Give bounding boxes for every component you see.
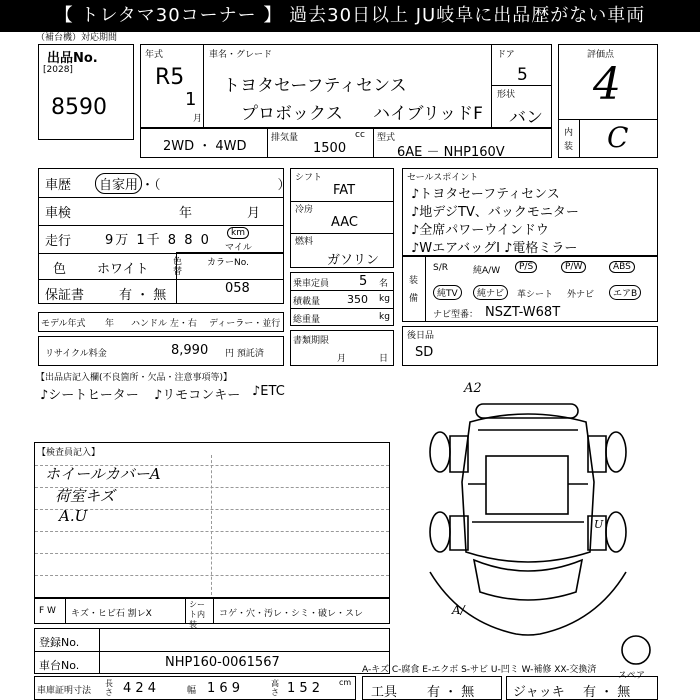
middle-specs xyxy=(290,168,394,268)
reg-period-day: 日 xyxy=(379,354,389,364)
side-damage-mark: U xyxy=(594,518,604,531)
type-value: 6AE － NHP160V xyxy=(397,145,505,160)
shape-value: バン xyxy=(509,108,543,128)
body-outline xyxy=(462,414,594,562)
rear-window-box xyxy=(402,326,658,366)
handle-value: ハンドル 左・右 xyxy=(131,319,197,329)
car-damage-diagram xyxy=(400,372,700,681)
fuel-value: ガソリン xyxy=(327,253,380,268)
reg-period-box xyxy=(290,330,394,366)
interior-grade: C xyxy=(607,121,629,154)
history-rest: ・（ ） xyxy=(141,178,291,193)
auction-sheet xyxy=(0,32,700,700)
weight-label: 総重量 xyxy=(293,315,321,325)
shift-value: FAT xyxy=(333,183,356,198)
reg-period-label: 書類期限 xyxy=(293,336,330,346)
history-value: 自家用 xyxy=(95,173,142,194)
tools-value: 有 ・ 無 xyxy=(427,685,475,700)
fw-label: F W xyxy=(39,606,56,616)
cert-width: 1 6 9 xyxy=(207,681,241,696)
reg-period-month: 月 xyxy=(337,354,347,364)
equip-ext-navi: 外ナビ xyxy=(567,290,595,300)
capacity-box xyxy=(290,272,394,326)
equip-sr: S/R xyxy=(433,263,448,273)
registration-box xyxy=(34,628,390,674)
equip-tv: 純TV xyxy=(433,285,462,300)
fuel-label: 燃料 xyxy=(295,237,314,247)
sales-label: セールスポイント xyxy=(407,173,479,183)
inspection-year: 年 xyxy=(179,206,193,221)
year-label: 年式 xyxy=(145,50,164,60)
grade-label: 評価点 xyxy=(587,50,615,60)
lot-number: 8590 xyxy=(51,95,107,120)
displacement-value: 1500 xyxy=(313,141,347,156)
interior-label-2: 装 xyxy=(564,142,574,152)
dealer-value: ディーラー・並行 xyxy=(209,319,281,329)
vehicle-name: トヨタセーフティセンス xyxy=(223,76,407,96)
displacement-unit: cc xyxy=(355,130,365,140)
warranty-value: 有 ・ 無 xyxy=(119,288,167,303)
rear-damage-mark: A/ xyxy=(452,603,465,617)
seat-label: シート内装 xyxy=(189,600,205,629)
inspector-note: ホイールカバーA xyxy=(45,465,161,483)
vehicle-grade: ハイブリッドF xyxy=(373,104,483,124)
equip-ps: P/S xyxy=(515,261,537,273)
grade-score: 4 xyxy=(593,59,621,110)
wheel-front-left xyxy=(430,432,450,472)
cert-label: 車庫証明寸法 xyxy=(37,686,92,696)
lot-label: 出品No. xyxy=(47,51,98,66)
banner: 【 トレタマ30コーナー 】 過去30日以上 JU岐阜に出品歴がない車両 xyxy=(0,0,700,32)
model-year-label: モデル年式 xyxy=(41,319,86,329)
mileage-unit: km xyxy=(227,227,249,239)
inspector-box xyxy=(34,442,390,598)
chassis-label: 車台No. xyxy=(39,659,80,672)
ac-value: AAC xyxy=(331,215,358,230)
jack-box xyxy=(506,676,658,700)
cert-box xyxy=(34,676,356,700)
capacity-value: 5 xyxy=(359,274,368,289)
mileage-label: 走行 xyxy=(45,234,72,249)
color-no-label: カラーNo. xyxy=(207,258,249,268)
mileage-unit-mile: マイル xyxy=(225,243,252,253)
equipment-label-1: 装 xyxy=(409,276,419,286)
rear-window-label: 後日品 xyxy=(407,331,435,341)
month-unit: 月 xyxy=(193,114,203,124)
lot-box xyxy=(38,44,134,140)
spare-label: スペア xyxy=(618,671,646,681)
front-damage-mark: A2 xyxy=(464,381,482,396)
color-change: 色替 xyxy=(173,257,183,277)
equipment-label-2: 備 xyxy=(409,294,419,304)
damage-legend: A-キズ C-腐食 E-エクボ S-サビ U-凹ミ W-補修 XX-交換済 xyxy=(362,665,597,675)
navi-value: NSZT-W68T xyxy=(485,305,561,320)
seat-items: コゲ・穴・汚レ・シミ・破レ・スレ xyxy=(219,609,364,619)
equip-pw: P/W xyxy=(561,261,586,273)
model-year-unit: 年 xyxy=(105,319,115,329)
vehicle-model: プロボックス xyxy=(241,104,343,124)
capacity-label: 乗車定員 xyxy=(293,279,330,289)
cert-height-label: 高さ xyxy=(271,679,279,697)
load-value: 350 xyxy=(347,293,368,306)
equipment-box xyxy=(402,256,658,322)
mileage-value: 9万 1千 8 8 0 xyxy=(105,233,211,248)
cert-height: 1 5 2 xyxy=(287,681,321,696)
color-label: 色 xyxy=(53,262,67,277)
spec-box xyxy=(140,128,552,158)
wheel-rear-left xyxy=(430,512,450,552)
wheel-front-right xyxy=(606,432,626,472)
sales-point: ♪全席パワーウインドウ xyxy=(411,223,549,238)
recycle-value: 8,990 xyxy=(171,343,209,358)
load-unit: kg xyxy=(379,294,390,304)
spare-tire-circle xyxy=(622,636,650,664)
interior-label-1: 内 xyxy=(564,128,574,138)
navi-label: ナビ型番： xyxy=(433,310,479,320)
doors-value: 5 xyxy=(517,65,528,85)
drive-value: 2WD ・ 4WD xyxy=(163,139,247,154)
color-no-box xyxy=(176,252,284,304)
inspector-label: 【検査員記入】 xyxy=(37,448,101,458)
recycle-label: リサイクル料金 xyxy=(45,349,107,359)
grade-box xyxy=(558,44,658,158)
dealer-note-item: ♪ETC xyxy=(252,384,285,399)
color-no-value: 058 xyxy=(225,281,250,296)
equip-alloy: 純A/W xyxy=(473,266,501,276)
roof-shape xyxy=(486,456,568,514)
capacity-unit: 名 xyxy=(379,279,389,289)
rear-window-value: SD xyxy=(415,345,434,360)
load-label: 積載量 xyxy=(293,297,321,307)
equip-leather: 革シート xyxy=(517,290,554,300)
ac-label: 冷房 xyxy=(295,205,314,215)
dealer-note-item: ♪シートヒーター xyxy=(40,388,139,403)
front-bumper-shape xyxy=(476,404,578,418)
lot-year-tag: [2028] xyxy=(43,65,73,75)
weight-unit: kg xyxy=(379,312,390,322)
year-value: R5 xyxy=(155,65,185,90)
fw-row xyxy=(34,598,390,629)
tools-label: 工具 xyxy=(371,685,398,700)
top-note: （補台機）対応期間 xyxy=(36,33,118,43)
sales-point: ♪トヨタセーフティセンス xyxy=(411,187,560,202)
doors-label: ドア xyxy=(497,50,515,60)
cert-unit: cm xyxy=(339,678,352,687)
sales-box xyxy=(402,168,658,256)
name-label: 車名・グレード xyxy=(209,50,273,60)
sales-point: ♪地デジTV、バックモニター xyxy=(411,205,579,220)
type-label: 型式 xyxy=(377,133,396,143)
inspection-label: 車検 xyxy=(45,206,72,221)
inspector-note: 荷室キズ xyxy=(55,487,115,505)
sales-point: ♪WエアバッグⅠ ♪電格ミラー xyxy=(411,241,578,256)
model-row xyxy=(38,312,284,332)
inspector-note: A.U xyxy=(59,507,88,525)
cert-width-label: 幅 xyxy=(187,686,197,696)
dealer-note-label: 【出品店記入欄(不良箇所・欠品・注意事項等)】 xyxy=(36,373,233,383)
shape-label: 形状 xyxy=(497,90,516,100)
jack-value: 有 ・ 無 xyxy=(583,685,631,700)
equip-navi: 純ナビ xyxy=(473,285,508,300)
warranty-label: 保証書 xyxy=(45,288,85,303)
rear-outline xyxy=(474,560,582,600)
color-value: ホワイト xyxy=(97,262,149,277)
recycle-box xyxy=(38,336,284,366)
equip-airbag: エアB xyxy=(609,285,641,300)
shift-label: シフト xyxy=(295,173,323,183)
dealer-note-item: ♪リモコンキー xyxy=(154,388,241,403)
tools-box xyxy=(362,676,502,700)
registration-label: 登録No. xyxy=(39,636,80,649)
fw-items: キズ・ヒビ石 割レX xyxy=(71,609,152,619)
jack-label: ジャッキ xyxy=(513,685,565,700)
displacement-label: 排気量 xyxy=(271,133,299,143)
cert-length-label: 長さ xyxy=(105,679,113,697)
inspection-month: 月 xyxy=(247,206,261,221)
wheel-rear-right xyxy=(606,512,626,552)
chassis-value: NHP160-0061567 xyxy=(165,655,280,670)
recycle-unit: 円 預託済 xyxy=(225,349,264,359)
vehicle-box xyxy=(140,44,552,128)
history-label: 車歴 xyxy=(45,178,72,193)
equip-abs: ABS xyxy=(609,261,635,273)
cert-length: 4 2 4 xyxy=(123,681,157,696)
month-value: 1 xyxy=(185,89,197,110)
